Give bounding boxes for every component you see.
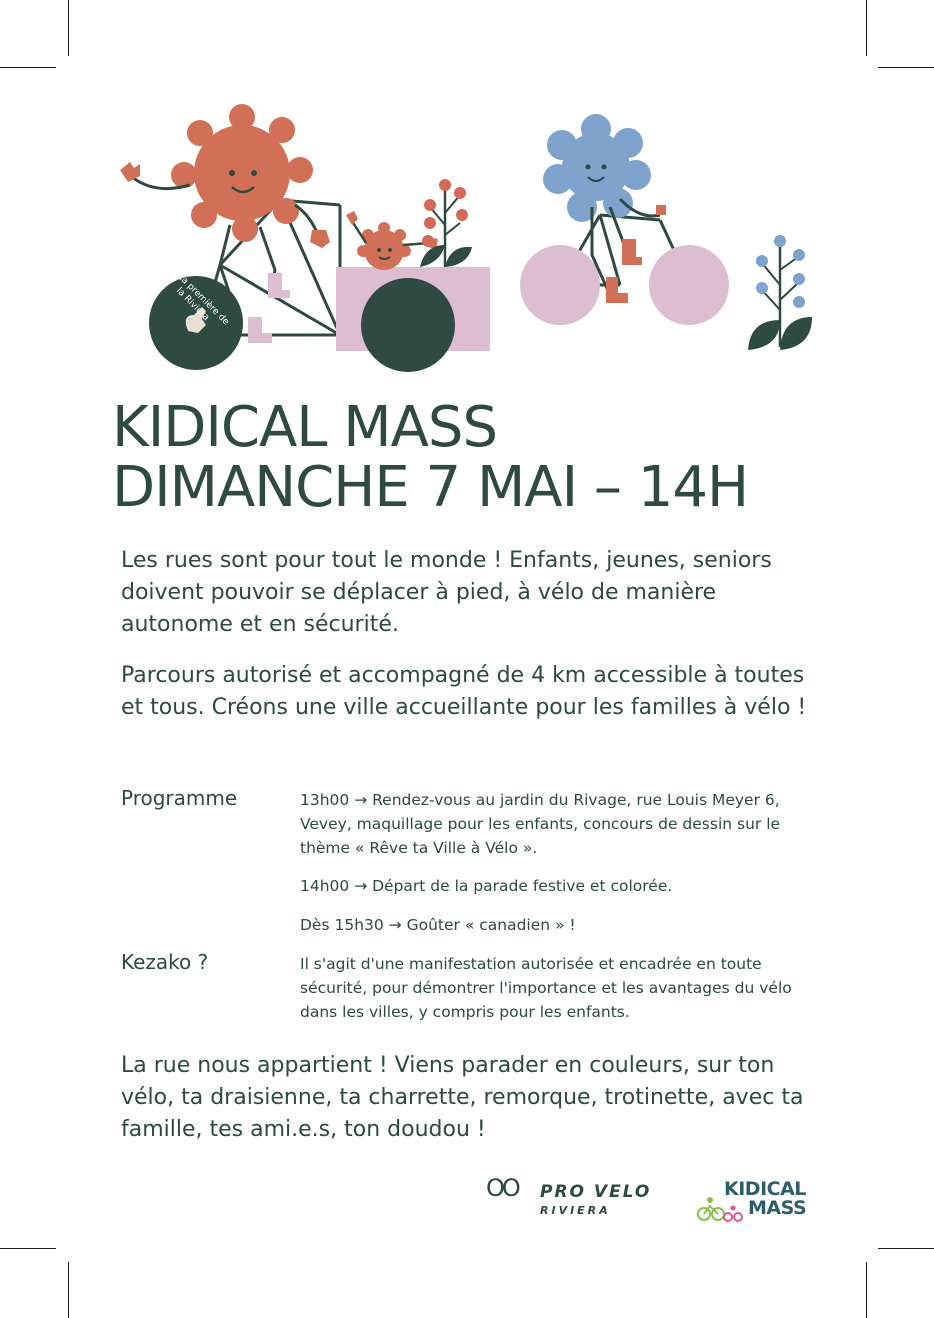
programme-item: 13h00 → Rendez-vous au jardin du Rivage, rue Louis Meyer 6, Vevey, maquillage pour les enfants, concours de dessin sur le thème « Rêve ta Ville à Vélo ». xyxy=(300,791,781,857)
plant-sprig xyxy=(420,179,472,267)
blue-plant xyxy=(748,235,812,350)
kezako-label: Kezako ? xyxy=(121,950,209,974)
provelo-rings: OO xyxy=(486,1174,518,1202)
crop-mark xyxy=(878,1248,934,1249)
programme-item: 14h00 → Départ de la parade festive et colorée. xyxy=(300,877,673,895)
crop-mark xyxy=(68,1262,69,1318)
title-line-1: KIDICAL MASS xyxy=(112,395,498,460)
programme-label: Programme xyxy=(121,786,238,810)
provelo-sub: RIVIERA xyxy=(540,1204,611,1217)
crop-mark xyxy=(866,1262,867,1318)
intro-paragraph-2: Parcours autorisé et accompagné de 4 km accessible à toutes et tous. Créons une ville accueillante pour les familles à vélo ! xyxy=(121,663,807,720)
intro-paragraph-1: Les rues sont pour tout le monde ! Enfants, jeunes, seniors doivent pouvoir se déplacer à pied, à vélo de manière autonome et en sécurité. xyxy=(121,548,772,637)
crop-mark xyxy=(0,67,56,68)
kidical-wordmark xyxy=(724,1180,806,1218)
provelo-main: PRO VELO xyxy=(540,1182,652,1202)
kidical-line-1: KIDICAL xyxy=(724,1178,806,1200)
badge-label: • La première de la Riviera xyxy=(169,266,231,328)
front-wheel-left xyxy=(361,278,455,372)
page-title xyxy=(112,395,749,520)
cycling-illustration xyxy=(100,95,830,385)
kidical-mass-logo xyxy=(696,1180,816,1224)
wheel-right-back xyxy=(520,245,600,325)
kezako-text: Il s'agit d'une manifestation autorisée et encadrée en toute sécurité, pour démontrer l'importance et les avantages du vélo dans les villes, y compris pour les enfants. xyxy=(300,955,792,1021)
kidical-line-2: MASS xyxy=(748,1197,807,1219)
crop-mark xyxy=(0,1248,56,1249)
title-line-2: DIMANCHE 7 MAI – 14H xyxy=(112,455,749,520)
programme-item: Dès 15h30 → Goûter « canadien » ! xyxy=(300,916,576,934)
crop-mark xyxy=(866,0,867,56)
crop-mark xyxy=(878,67,934,68)
crop-mark xyxy=(68,0,69,56)
closing-paragraph: La rue nous appartient ! Viens parader en couleurs, sur ton vélo, ta draisienne, ta charrette, remorque, trotinette, avec ta famille, tes ami.e.s, ton doudou ! xyxy=(121,1053,804,1142)
wheel-right-front xyxy=(649,245,729,325)
